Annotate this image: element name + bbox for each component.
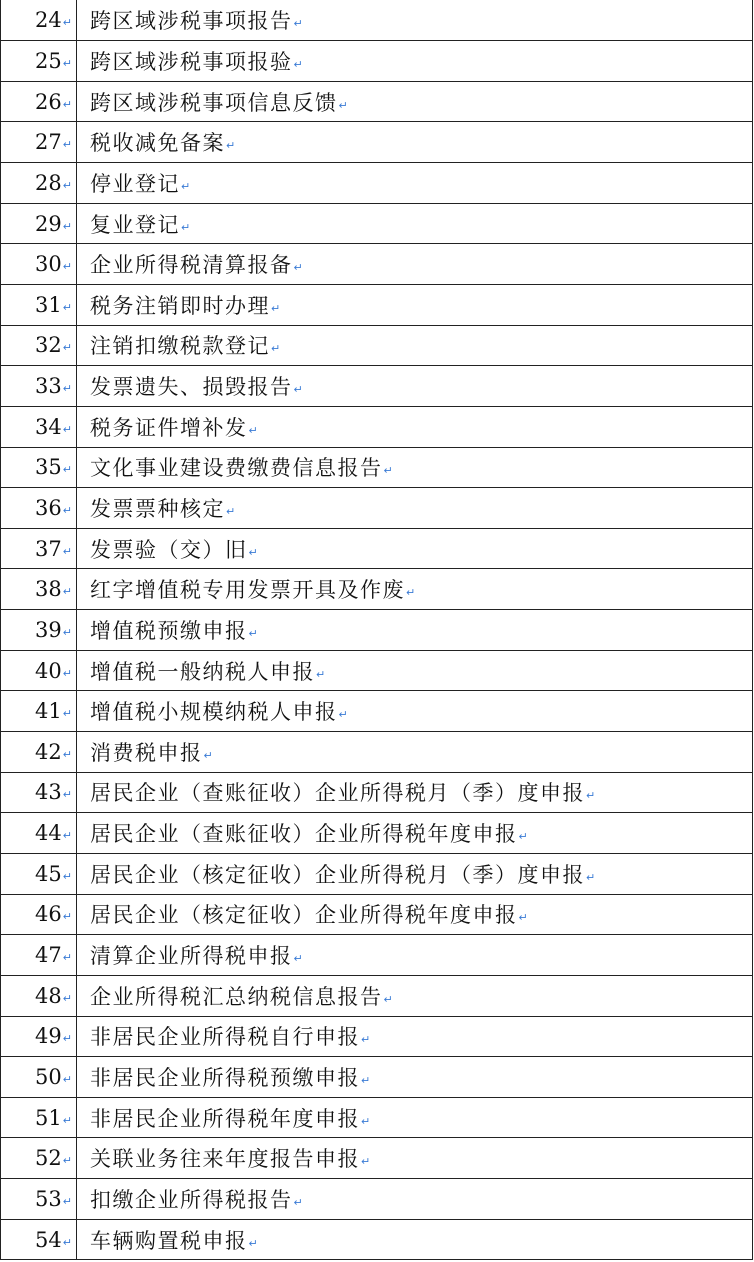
paragraph-mark-icon: ↵ [586, 870, 596, 884]
item-name-cell [77, 447, 753, 488]
table-row [1, 406, 753, 447]
paragraph-mark-icon: ↵ [62, 910, 72, 924]
paragraph-mark-icon: ↵ [62, 219, 72, 233]
table-row [1, 325, 753, 366]
row-number: 54 [35, 1227, 62, 1252]
row-number-cell [1, 366, 77, 407]
paragraph-mark-icon: ↵ [248, 545, 258, 559]
paragraph-mark-icon: ↵ [62, 138, 72, 152]
row-number-cell [1, 569, 77, 610]
paragraph-mark-icon: ↵ [62, 1194, 72, 1208]
row-number: 25 [35, 48, 62, 73]
item-name: 增值税一般纳税人申报 [90, 659, 315, 684]
row-number-cell [1, 122, 77, 163]
item-name: 关联业务往来年度报告申报 [90, 1147, 360, 1172]
item-name-cell [77, 122, 753, 163]
paragraph-mark-icon: ↵ [62, 1072, 72, 1086]
row-number: 28 [35, 170, 62, 195]
item-name-cell [77, 610, 753, 651]
table-row [1, 569, 753, 610]
item-name-cell [77, 1016, 753, 1057]
item-name: 非居民企业所得税年度申报 [90, 1106, 360, 1131]
paragraph-mark-icon: ↵ [62, 16, 72, 30]
paragraph-mark-icon: ↵ [62, 56, 72, 70]
paragraph-mark-icon: ↵ [226, 139, 236, 153]
item-name: 跨区域涉税事项报告 [90, 9, 293, 34]
table-row [1, 41, 753, 82]
table-row [1, 1097, 753, 1138]
table-row [1, 366, 753, 407]
table-row [1, 1016, 753, 1057]
row-number: 44 [35, 821, 62, 846]
row-number: 50 [35, 1064, 62, 1089]
paragraph-mark-icon: ↵ [62, 382, 72, 396]
item-name: 车辆购置税申报 [90, 1228, 248, 1253]
table-row [1, 813, 753, 854]
item-name-cell [77, 244, 753, 285]
row-number-cell [1, 610, 77, 651]
row-number: 38 [35, 577, 62, 602]
row-number-cell [1, 528, 77, 569]
paragraph-mark-icon: ↵ [293, 57, 303, 71]
row-number: 34 [35, 414, 62, 439]
paragraph-mark-icon: ↵ [293, 952, 303, 966]
item-name: 消费税申报 [90, 740, 203, 765]
item-name-cell [77, 1138, 753, 1179]
row-number-cell [1, 813, 77, 854]
item-name-cell [77, 163, 753, 204]
paragraph-mark-icon: ↵ [361, 1033, 371, 1047]
paragraph-mark-icon: ↵ [361, 1114, 371, 1128]
row-number-cell [1, 488, 77, 529]
item-name-cell [77, 772, 753, 813]
item-name-cell [77, 975, 753, 1016]
item-name-cell [77, 203, 753, 244]
row-number: 41 [35, 699, 62, 724]
row-number-cell [1, 1179, 77, 1220]
item-name-cell [77, 650, 753, 691]
table-row [1, 732, 753, 773]
table-row [1, 610, 753, 651]
item-name: 红字增值税专用发票开具及作废 [90, 578, 405, 603]
item-name: 居民企业（核定征收）企业所得税月（季）度申报 [90, 862, 585, 887]
table-row [1, 284, 753, 325]
item-name: 税务证件增补发 [90, 415, 248, 440]
row-number: 51 [35, 1105, 62, 1130]
table-row [1, 81, 753, 122]
paragraph-mark-icon: ↵ [248, 1236, 258, 1250]
paragraph-mark-icon: ↵ [62, 707, 72, 721]
item-name: 跨区域涉税事项信息反馈 [90, 90, 338, 115]
paragraph-mark-icon: ↵ [181, 220, 191, 234]
row-number-cell [1, 772, 77, 813]
item-name-cell [77, 366, 753, 407]
item-name-cell [77, 1097, 753, 1138]
paragraph-mark-icon: ↵ [518, 830, 528, 844]
row-number: 31 [35, 292, 62, 317]
row-number: 26 [35, 89, 62, 114]
item-name-cell [77, 691, 753, 732]
paragraph-mark-icon: ↵ [361, 1073, 371, 1087]
row-number-cell [1, 691, 77, 732]
row-number-cell [1, 894, 77, 935]
item-name-cell [77, 0, 753, 41]
item-name-cell [77, 935, 753, 976]
row-number: 45 [35, 861, 62, 886]
table-row [1, 650, 753, 691]
item-name: 税收减免备案 [90, 131, 225, 156]
item-name: 增值税小规模纳税人申报 [90, 700, 338, 725]
row-number: 30 [35, 252, 62, 277]
item-name-cell [77, 81, 753, 122]
row-number-cell [1, 41, 77, 82]
row-number: 36 [35, 496, 62, 520]
row-number-cell [1, 1057, 77, 1098]
item-name-cell [77, 284, 753, 325]
paragraph-mark-icon: ↵ [293, 261, 303, 275]
table-row [1, 975, 753, 1016]
row-number: 33 [35, 374, 62, 399]
paragraph-mark-icon: ↵ [271, 342, 281, 356]
paragraph-mark-icon: ↵ [338, 708, 348, 722]
row-number-cell [1, 203, 77, 244]
item-name: 发票票种核定 [90, 497, 225, 521]
paragraph-mark-icon: ↵ [383, 992, 393, 1006]
item-name-cell [77, 569, 753, 610]
item-name-cell [77, 1057, 753, 1098]
row-number: 43 [35, 780, 62, 805]
paragraph-mark-icon: ↵ [271, 301, 281, 315]
item-name-cell [77, 853, 753, 894]
table-row [1, 203, 753, 244]
item-name: 扣缴企业所得税报告 [90, 1187, 293, 1212]
table-row [1, 894, 753, 935]
item-name-cell [77, 528, 753, 569]
row-number-cell [1, 935, 77, 976]
item-name-cell [77, 488, 753, 529]
row-number-cell [1, 325, 77, 366]
row-number-cell [1, 1097, 77, 1138]
table-row [1, 935, 753, 976]
paragraph-mark-icon: ↵ [62, 1154, 72, 1168]
row-number-cell [1, 732, 77, 773]
item-name: 税务注销即时办理 [90, 293, 270, 318]
paragraph-mark-icon: ↵ [62, 422, 72, 436]
row-number-cell [1, 1219, 77, 1260]
paragraph-mark-icon: ↵ [361, 1155, 371, 1169]
item-name: 复业登记 [90, 212, 180, 237]
item-name-cell [77, 406, 753, 447]
table-row [1, 1138, 753, 1179]
paragraph-mark-icon: ↵ [293, 17, 303, 31]
item-name-cell [77, 1179, 753, 1220]
paragraph-mark-icon: ↵ [62, 788, 72, 802]
item-name-cell [77, 732, 753, 773]
paragraph-mark-icon: ↵ [62, 666, 72, 680]
table-body [1, 0, 753, 1260]
item-name: 非居民企业所得税预缴申报 [90, 1065, 360, 1090]
paragraph-mark-icon: ↵ [62, 544, 72, 558]
table-row [1, 1179, 753, 1220]
paragraph-mark-icon: ↵ [226, 505, 236, 518]
table-row [1, 691, 753, 732]
paragraph-mark-icon: ↵ [62, 341, 72, 355]
item-name: 非居民企业所得税自行申报 [90, 1025, 360, 1050]
item-name: 停业登记 [90, 171, 180, 196]
row-number: 53 [35, 1186, 62, 1211]
paragraph-mark-icon: ↵ [203, 748, 213, 762]
row-number: 27 [35, 130, 62, 155]
table-row [1, 1219, 753, 1260]
paragraph-mark-icon: ↵ [406, 586, 416, 600]
paragraph-mark-icon: ↵ [248, 626, 258, 640]
row-number-cell [1, 1138, 77, 1179]
paragraph-mark-icon: ↵ [62, 1235, 72, 1249]
paragraph-mark-icon: ↵ [181, 179, 191, 193]
row-number: 40 [35, 658, 62, 683]
paragraph-mark-icon: ↵ [293, 383, 303, 397]
paragraph-mark-icon: ↵ [62, 504, 72, 517]
item-name: 企业所得税汇总纳税信息报告 [90, 984, 383, 1009]
row-number: 52 [35, 1146, 62, 1171]
paragraph-mark-icon: ↵ [62, 260, 72, 274]
table-row [1, 122, 753, 163]
row-number-cell [1, 975, 77, 1016]
item-name: 发票验（交）旧 [90, 537, 248, 562]
paragraph-mark-icon: ↵ [248, 423, 258, 437]
paragraph-mark-icon: ↵ [62, 747, 72, 761]
table-row [1, 0, 753, 41]
item-name: 居民企业（核定征收）企业所得税年度申报 [90, 903, 518, 928]
item-name: 注销扣缴税款登记 [90, 334, 270, 359]
item-name-cell [77, 41, 753, 82]
row-number-cell [1, 447, 77, 488]
paragraph-mark-icon: ↵ [62, 869, 72, 883]
table-row [1, 447, 753, 488]
item-name-cell [77, 1219, 753, 1260]
row-number-cell [1, 81, 77, 122]
paragraph-mark-icon: ↵ [62, 625, 72, 639]
row-number-cell [1, 853, 77, 894]
row-number-cell [1, 0, 77, 41]
row-number: 29 [35, 211, 62, 236]
paragraph-mark-icon: ↵ [338, 98, 348, 112]
table-row [1, 163, 753, 204]
paragraph-mark-icon: ↵ [316, 667, 326, 681]
item-name: 居民企业（查账征收）企业所得税年度申报 [90, 822, 518, 847]
row-number: 39 [35, 617, 62, 642]
row-number: 48 [35, 983, 62, 1008]
item-name-cell [77, 894, 753, 935]
row-number-cell [1, 1016, 77, 1057]
item-name-cell [77, 813, 753, 854]
item-name: 企业所得税清算报备 [90, 253, 293, 278]
row-number-cell [1, 650, 77, 691]
table-row [1, 853, 753, 894]
item-name-cell [77, 325, 753, 366]
row-number: 24 [35, 8, 62, 33]
paragraph-mark-icon: ↵ [62, 829, 72, 843]
paragraph-mark-icon: ↵ [518, 911, 528, 925]
item-name: 跨区域涉税事项报验 [90, 49, 293, 74]
paragraph-mark-icon: ↵ [62, 991, 72, 1005]
item-name: 发票遗失、损毁报告 [90, 375, 293, 400]
row-number: 35 [35, 455, 62, 480]
table-row [1, 528, 753, 569]
paragraph-mark-icon: ↵ [383, 464, 393, 478]
row-number-cell [1, 244, 77, 285]
row-number: 37 [35, 536, 62, 561]
paragraph-mark-icon: ↵ [62, 300, 72, 314]
table-row [1, 244, 753, 285]
row-number: 32 [35, 333, 62, 358]
row-number: 46 [35, 902, 62, 927]
row-number-cell [1, 406, 77, 447]
row-number: 47 [35, 943, 62, 968]
item-name: 文化事业建设费缴费信息报告 [90, 456, 383, 481]
paragraph-mark-icon: ↵ [293, 1195, 303, 1209]
table-row [1, 772, 753, 813]
row-number-cell [1, 163, 77, 204]
table-row [1, 488, 753, 529]
paragraph-mark-icon: ↵ [62, 951, 72, 965]
paragraph-mark-icon: ↵ [62, 97, 72, 111]
row-number: 42 [35, 739, 62, 764]
item-name: 增值税预缴申报 [90, 618, 248, 643]
row-number-cell [1, 284, 77, 325]
paragraph-mark-icon: ↵ [586, 789, 596, 803]
paragraph-mark-icon: ↵ [62, 1032, 72, 1046]
table-row [1, 1057, 753, 1098]
row-number: 49 [35, 1024, 62, 1049]
paragraph-mark-icon: ↵ [62, 178, 72, 192]
paragraph-mark-icon: ↵ [62, 1113, 72, 1127]
item-name: 清算企业所得税申报 [90, 944, 293, 969]
item-name: 居民企业（查账征收）企业所得税月（季）度申报 [90, 781, 585, 806]
paragraph-mark-icon: ↵ [62, 585, 72, 599]
paragraph-mark-icon: ↵ [62, 463, 72, 477]
